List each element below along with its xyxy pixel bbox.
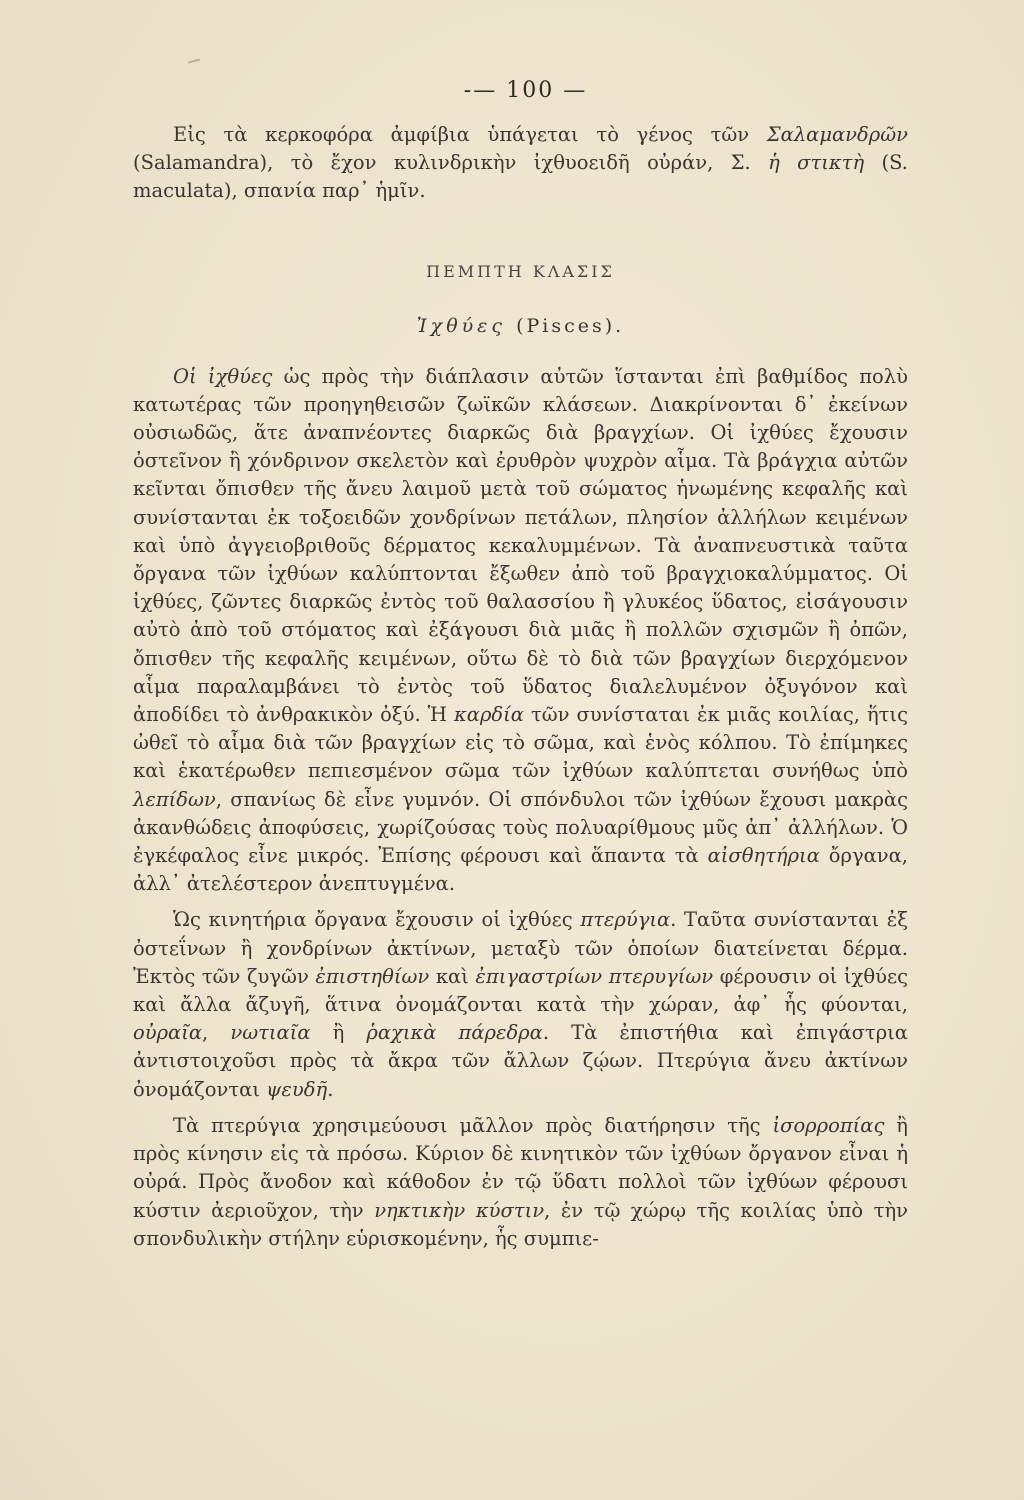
subheading-latin: (Pisces).: [516, 314, 625, 337]
term-pelvic-fins: ἐπιγαστρίων πτερυγίων: [475, 964, 714, 988]
term-fish: Οἱ ἰχθύες: [173, 364, 273, 388]
term-dorsal: νωτιαῖα: [230, 1021, 311, 1045]
term-heart: καρδία: [454, 703, 524, 727]
maculata-species: ἡ στικτὴ: [768, 151, 865, 175]
term-fins: πτερύγια: [580, 908, 671, 932]
p3-text-3: , ἐν τῷ χώρῳ τῆς κοιλίας ὑπὸ τὴν σπονδυλικὴν στήλην εὑρισκομένην, ἧς συμπιε-: [133, 1198, 908, 1250]
term-caudal: οὐραῖα: [133, 1021, 203, 1045]
p2-text-2: . Ταῦτα συνίστανται ἐξ ὀστεΐνων ἢ χονδρίνων ἀκτίνων, μεταξὺ τῶν ὁποίων διατείνεται δέρμα. Ἐκτὸς τῶν ζυγῶν: [133, 908, 908, 988]
term-pectoral: ἐπιστηθίων: [315, 964, 430, 988]
p1-text-4: ὄργανα, ἀλλ᾿ ἀτελέστερον ἀνεπτυγμένα.: [133, 844, 908, 896]
term-swim-bladder: νηκτικὴν κύστιν: [374, 1198, 545, 1222]
intro-text-3: (S. maculata), σπανία παρ᾿ ἡμῖν.: [133, 151, 908, 203]
intro-paragraph: [133, 121, 908, 206]
p1-text-1: ὡς πρὸς τὴν διάπλασιν αὐτῶν ἵστανται ἐπὶ βαθμίδος πολὺ κατωτέρας τῶν προηγηθεισῶν ζωϊκῶν κλάσεων. Διακρίνονται δ᾿ ἐκείνων οὐσιωδῶς, ἅτε ἀναπνέοντες διαρκῶς διὰ βραγχίων. Οἱ ἰχθύες ἔχουσιν ὀστεῖνον ἢ χόνδρινον σκελετὸν καὶ ἐρυθρὸν ψυχρὸν αἷμα. Τὰ βράγχια αὐτῶν κεῖνται ὄπισθεν τῆς ἄνευ λαιμοῦ μετὰ τοῦ σώματος ἡνωμένης κεφαλῆς καὶ συνίστανται ἐκ τοξοειδῶν χονδρίνων πετάλων, πλησίον ἀλλήλων κειμένων καὶ ὑπὸ ἀγγειοβριθοῦς δέρματος κεκαλυμμένων. Τὰ ἀναπνευστικὰ ταῦτα ὄργανα τῶν ἰχθύων καλύπτονται ἔξωθεν ἀπὸ τοῦ βραγχιοκαλύμματος. Οἱ ἰχθύες, ζῶντες διαρκῶς ἐντὸς τοῦ θαλασσίου ἢ γλυκέος ὕδατος, εἰσάγουσιν αὐτὸ ἀπὸ τοῦ στόματος καὶ ἐξάγουσι διὰ μιᾶς ἢ πολλῶν σχισμῶν ἢ ὀπῶν, ὄπισθεν τῆς κεφαλῆς κειμένων, οὕτω δὲ τὸ διὰ τῶν βραγχίων διερχόμενον αἷμα παραλαμβάνει τὸ ἐντὸς τοῦ ὕδατος διαλελυμένον ὀξυγόνον καὶ ἀποδίδει τὸ ἀνθρακικὸν ὀξύ. Ἡ: [133, 364, 908, 727]
intro-text-1: Εἰς τὰ κερκοφόρα ἀμφίβια ὑπάγεται τὸ γένος τῶν: [173, 123, 767, 146]
class-subheading: [133, 315, 908, 337]
p1-text-3: , σπανίως δὲ εἶνε γυμνόν. Οἱ σπόνδυλοι τῶν ἰχθύων ἔχουσι μακρὰς ἀκανθώδεις ἀποφύσεις, χωρίζούσας τοὺς πολυαρίθμους μῦς ἀπ᾿ ἀλλήλων. Ὁ ἐγκέφαλος εἶνε μικρός. Ἐπίσης φέρουσι καὶ ἅπαντα τὰ: [133, 787, 908, 868]
p2-text-8: .: [327, 1077, 334, 1101]
paragraph-fish-anatomy: [133, 363, 908, 899]
paragraph-balance: [133, 1112, 908, 1253]
salamandra-genus: Σαλαμανδρῶν: [766, 123, 908, 146]
page-content: [133, 78, 908, 1253]
intro-text-2: (Salamandra), τὸ ἔχον κυλινδρικὴν ἰχθυοειδῆ οὐράν, Σ.: [133, 151, 769, 175]
class-heading: ΠΕΜΠΤΗ ΚΛΑΣΙΣ: [426, 261, 615, 281]
p2-text-4: φέρουσιν οἱ ἰχθύες καὶ ἄλλα ἄζυγῆ, ἅτινα ὀνομάζονται κατὰ τὴν χώραν, ἀφ᾿ ἧς φύονται,: [133, 964, 908, 1017]
term-sense-organs: αἰσθητήρια: [707, 844, 820, 868]
term-scales: λεπίδων: [133, 787, 216, 811]
p2-text-1: Ὡς κινητήρια ὄργανα ἔχουσιν οἱ ἰχθύες: [173, 908, 581, 932]
p1-text-2: τῶν συνίσταται ἐκ μιᾶς κοιλίας, ἥτις ὠθεῖ τὸ αἷμα διὰ τῶν βραγχίων εἰς τὸ σῶμα, καὶ ἑνὸς κόλπου. Τὸ ἐπίμηκες καὶ ἑκατέρωθεν πεπιεσμένον σῶμα τῶν ἰχθύων καλύπτεται συνήθως ὑπὸ: [133, 703, 908, 783]
page-number: -— 100 —: [463, 78, 588, 103]
p2-text-3: καὶ: [429, 964, 476, 988]
p2-text-7: . Τὰ ἐπιστήθια καὶ ἐπιγάστρια ἀντιστοιχοῦσι πρὸς τὰ ἄκρα τῶν ἄλλων ζῴων. Πτερύγια ἄνευ ἀκτίνων ὀνομάζονται: [133, 1021, 908, 1101]
p3-text-2: ἢ πρὸς κίνησιν εἰς τὰ πρόσω. Κύριον δὲ κινητικὸν τῶν ἰχθύων ὄργανον εἶναι ἡ οὐρά. Πρὸς ἄνοδον καὶ κάθοδον ἐν τῷ ὕδατι πολλοὶ τῶν ἰχθύων φέρουσι κύστιν ἀεριοῦχον, τὴν: [133, 1113, 908, 1222]
p2-text-5: ,: [202, 1021, 231, 1045]
term-false-fins: ψευδῆ: [266, 1077, 328, 1101]
subheading-greek: Ἰχθύες: [416, 314, 507, 337]
p2-text-6: ἢ: [310, 1021, 367, 1045]
paragraph-fins: [133, 906, 908, 1103]
pencil-mark: [188, 58, 200, 63]
term-balance: ἰσορροπίας: [772, 1113, 885, 1137]
term-anal-fins: ῥαχικὰ πάρεδρα: [366, 1021, 543, 1045]
p3-text-1: Τὰ πτερύγια χρησιμεύουσι μᾶλλον πρὸς διατήρησιν τῆς: [173, 1113, 773, 1137]
